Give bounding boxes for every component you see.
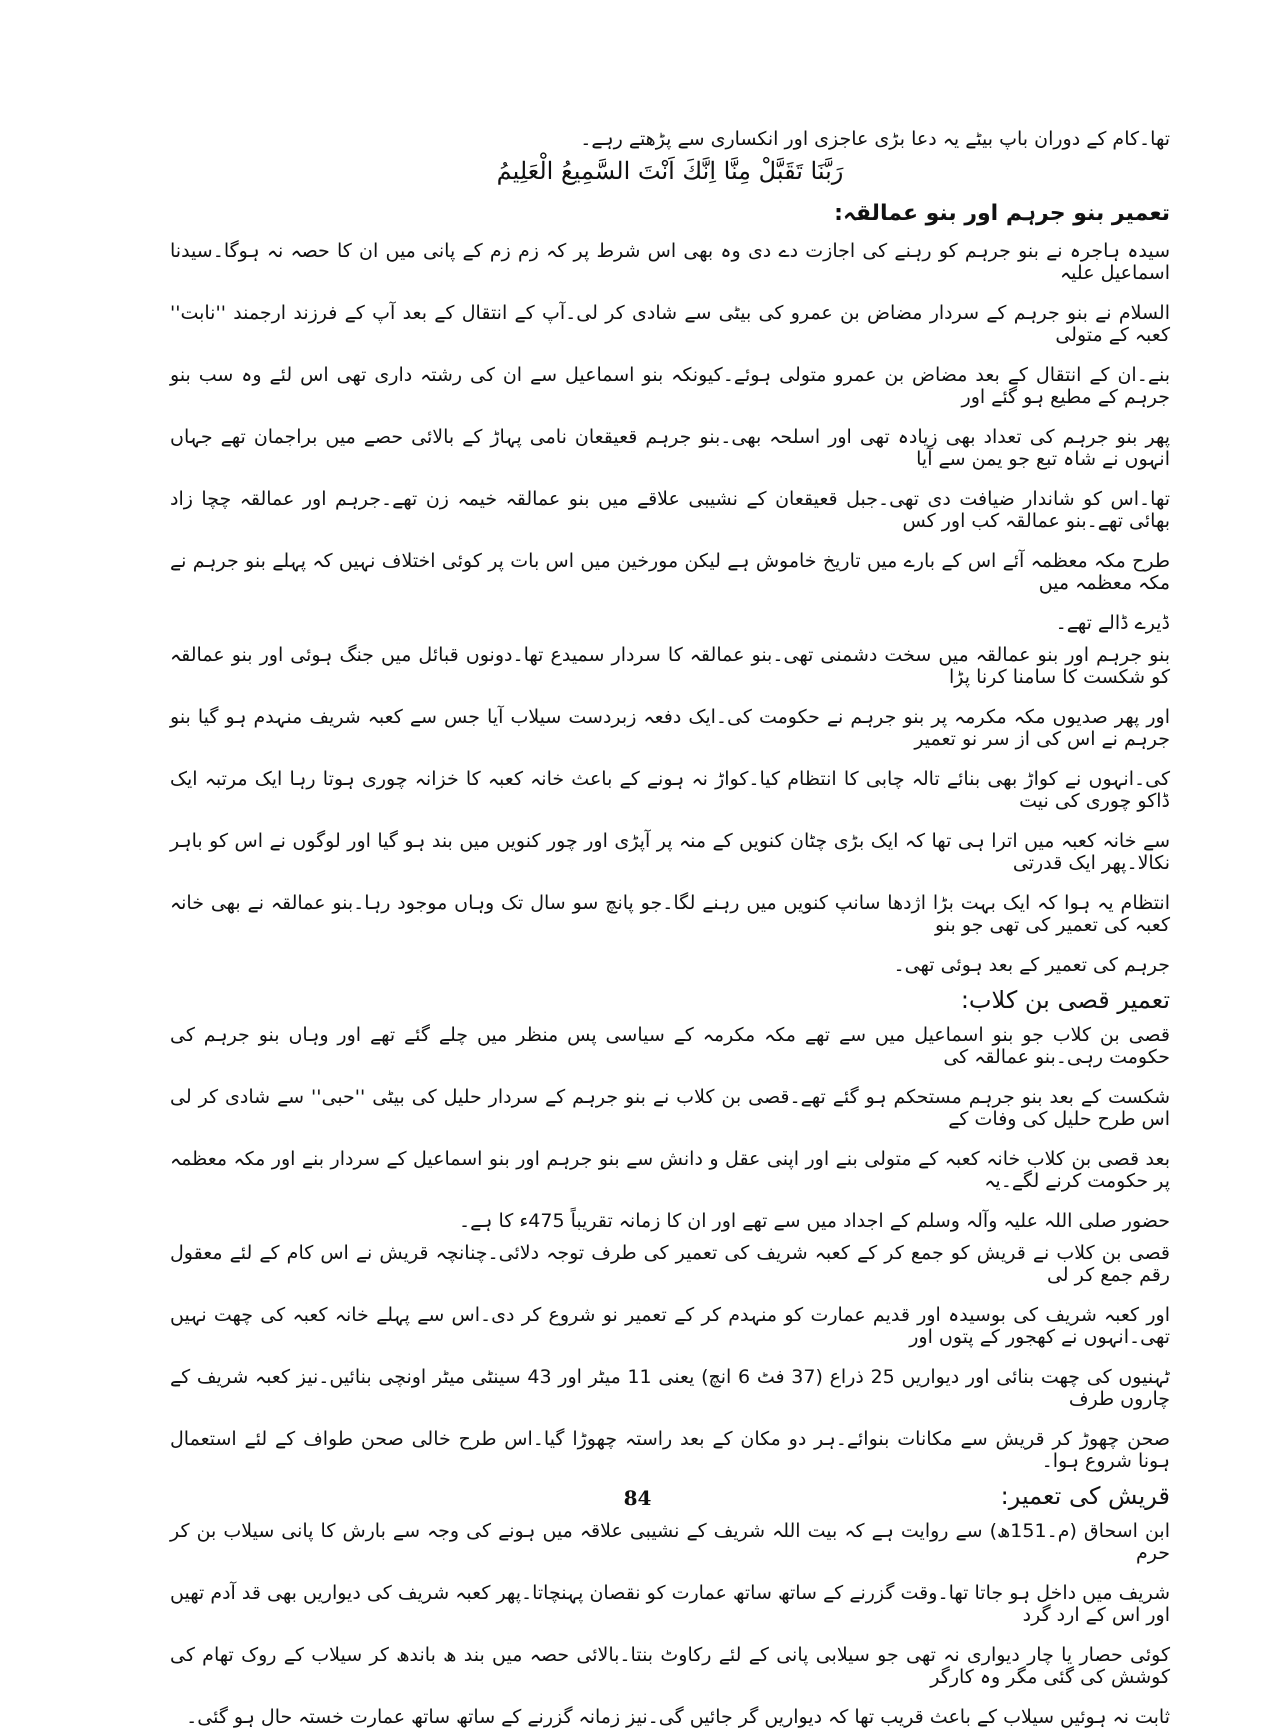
section-heading: تعمیر قصی بن کلاب:: [960, 986, 1170, 1014]
intro-line: تھا۔کام کے دوران باپ بیٹے یہ دعا بڑی عاجزی اور انکساری سے پڑھتے رہے۔: [580, 128, 1170, 150]
text-line: شکست کے بعد بنو جرہم مستحکم ہو گئے تھے۔قصی بن کلاب نے بنو جرہم کے سردار حلیل کی بیٹی ''حبی'' سے شادی کر لی اس طرح حلیل کی وفات کے: [170, 1086, 1170, 1130]
text-line: حضور صلی اللہ علیہ وآلہ وسلم کے اجداد میں سے تھے اور ان کا زمانہ تقریباً 475ء کا ہے۔: [459, 1210, 1170, 1232]
text-line: السلام نے بنو جرہم کے سردار مضاض بن عمرو کی بیٹی سے شادی کر لی۔آپ کے انتقال کے بعد آپ کے فرزند ارجمند ''نابت'' کعبہ کے متولی: [170, 302, 1170, 346]
dua-verse: رَبَّنَا تَقَبَّلْ مِنَّا اِنَّكَ اَنْتَ السَّمِيعُ الْعَلِيمُ: [496, 157, 844, 185]
text-line: ڈیرے ڈالے تھے۔: [1055, 612, 1170, 634]
text-line: ٹہنیوں کی چھت بنائی اور دیواریں 25 ذراع (37 فٹ 6 انچ) یعنی 11 میٹر اور 43 سینٹی میٹر اونچی بنائیں۔نیز کعبہ شریف کے چاروں طرف: [170, 1366, 1170, 1410]
paragraph: [170, 1520, 1170, 1728]
text-line: بنے۔ان کے انتقال کے بعد مضاض بن عمرو متولی ہوئے۔کیونکہ بنو اسماعیل سے ان کی رشتہ داری تھی اس لئے وہ سب بنو جرہم کے مطیع ہو گئے اور: [170, 364, 1170, 408]
text-line: جرہم کی تعمیر کے بعد ہوئی تھی۔: [893, 954, 1170, 976]
text-line: شریف میں داخل ہو جاتا تھا۔وقت گزرنے کے ساتھ ساتھ عمارت کو نقصان پہنچاتا۔پھر کعبہ شریف کی دیواریں بھی قد آدم تھیں اور اس کے ارد گرد: [170, 1582, 1170, 1626]
section-heading: تعمیر بنو جرہم اور بنو عمالقہ:: [834, 201, 1170, 226]
text-line: بعد قصی بن کلاب خانہ کعبہ کے متولی بنے اور اپنی عقل و دانش سے بنو جرہم اور بنو اسماعیل کے سردار بنے اور مکہ معظمہ پر حکومت کرنے لگے۔یہ: [170, 1148, 1170, 1192]
text-line: ابن اسحاق (م۔151ھ) سے روایت ہے کہ بیت اللہ شریف کے نشیبی علاقہ میں ہونے کی وجہ سے بارش کا پانی سیلاب بن کر حرم: [170, 1520, 1170, 1564]
text-line: قصی بن کلاب نے قریش کو جمع کر کے کعبہ شریف کی تعمیر کی طرف توجہ دلائی۔چنانچہ قریش نے اس کام کے لئے معقول رقم جمع کر لی: [170, 1242, 1170, 1286]
section-heading: قریش کی تعمیر:: [1000, 1482, 1170, 1510]
text-line: سے خانہ کعبہ میں اترا ہی تھا کہ ایک بڑی چٹان کنویں کے منہ پر آپڑی اور چور کنویں میں بند ہو گیا اور لوگوں نے اس کو باہر نکالا۔پھر ایک قدرتی: [170, 830, 1170, 874]
text-line: اور کعبہ شریف کی بوسیدہ اور قدیم عمارت کو منہدم کر کے تعمیر نو شروع کر دی۔اس سے پہلے خانہ کعبہ کی چھت نہیں تھی۔انہوں نے کھجور کے پتوں اور: [170, 1304, 1170, 1348]
text-line: کی۔انہوں نے کواڑ بھی بنائے تالہ چابی کا انتظام کیا۔کواڑ نہ ہونے کے باعث خانہ کعبہ کا خزانہ چوری ہوتا رہا ایک مرتبہ ایک ڈاکو چوری کی نیت: [170, 768, 1170, 812]
text-line: کوئی حصار یا چار دیواری نہ تھی جو سیلابی پانی کے لئے رکاوٹ بنتا۔بالائی حصہ میں بند ھ باندھ کر سیلاب کے روک تھام کی کوشش کی گئی مگر وہ کارگر: [170, 1644, 1170, 1688]
text-line: بنو جرہم اور بنو عمالقہ میں سخت دشمنی تھی۔بنو عمالقہ کا سردار سمیدع تھا۔دونوں قبائل میں جنگ ہوئی اور بنو عمالقہ کو شکست کا سامنا کرنا پڑا: [170, 644, 1170, 688]
text-line: انتظام یہ ہوا کہ ایک بہت بڑا اژدھا سانپ کنویں میں رہنے لگا۔جو پانچ سو سال تک وہاں موجود رہا۔بنو عمالقہ نے بھی خانہ کعبہ کی تعمیر کی تھی جو بنو: [170, 892, 1170, 936]
section-qusai-bin-kilab: [170, 986, 1170, 1472]
text-line: پھر بنو جرہم کی تعداد بھی زیادہ تھی اور اسلحہ بھی۔بنو جرہم قعیقعان نامی پہاڑ کے بالائی حصے میں براجمان تھے جہاں انہوں نے شاہ تبع جو یمن سے آیا: [170, 426, 1170, 470]
paragraph: [170, 644, 1170, 976]
text-line: صحن چھوڑ کر قریش سے مکانات بنوائے۔ہر دو مکان کے بعد راستہ چھوڑا گیا۔اس طرح خالی صحن طواف کے لئے استعمال ہونا شروع ہوا۔: [170, 1428, 1170, 1472]
text-line: ثابت نہ ہوئیں سیلاب کے باعث قریب تھا کہ دیواریں گر جائیں گی۔نیز زمانہ گزرنے کے ساتھ ساتھ عمارت خستہ حال ہو گئی۔: [186, 1706, 1170, 1728]
text-line: سیدہ ہاجرہ نے بنو جرہم کو رہنے کی اجازت دے دی وہ بھی اس شرط پر کہ زم زم کے پانی میں ان کا حصہ نہ ہوگا۔سیدنا اسماعیل علیہ: [170, 240, 1170, 284]
section-banu-jurhum: [170, 200, 1170, 976]
text-line: طرح مکہ معظمہ آئے اس کے بارے میں تاریخ خاموش ہے لیکن مورخین میں اس بات پر کوئی اختلاف نہیں کہ پہلے بنو جرہم نے مکہ معظمہ میں: [170, 550, 1170, 594]
paragraph: [170, 1024, 1170, 1232]
page-number: 84: [623, 1486, 652, 1510]
text-line: اور پھر صدیوں مکہ مکرمہ پر بنو جرہم نے حکومت کی۔ایک دفعہ زبردست سیلاب آیا جس سے کعبہ شریف منہدم ہو گیا بنو جرہم نے اس کی از سر نو تعمیر: [170, 706, 1170, 750]
section-quraysh: [170, 1482, 1170, 1728]
paragraph: [170, 1242, 1170, 1472]
text-line: قصی بن کلاب جو بنو اسماعیل میں سے تھے مکہ مکرمہ کے سیاسی پس منظر میں چلے گئے تھے اور وہاں بنو جرہم کی حکومت رہی۔بنو عمالقہ کی: [170, 1024, 1170, 1068]
paragraph: [170, 240, 1170, 634]
document-page: [170, 128, 1170, 1728]
text-line: تھا۔اس کو شاندار ضیافت دی تھی۔جبل قعیقعان کے نشیبی علاقے میں بنو عمالقہ خیمہ زن تھے۔جرہم اور عمالقہ چچا زاد بھائی تھے۔بنو عمالقہ کب اور کس: [170, 488, 1170, 532]
